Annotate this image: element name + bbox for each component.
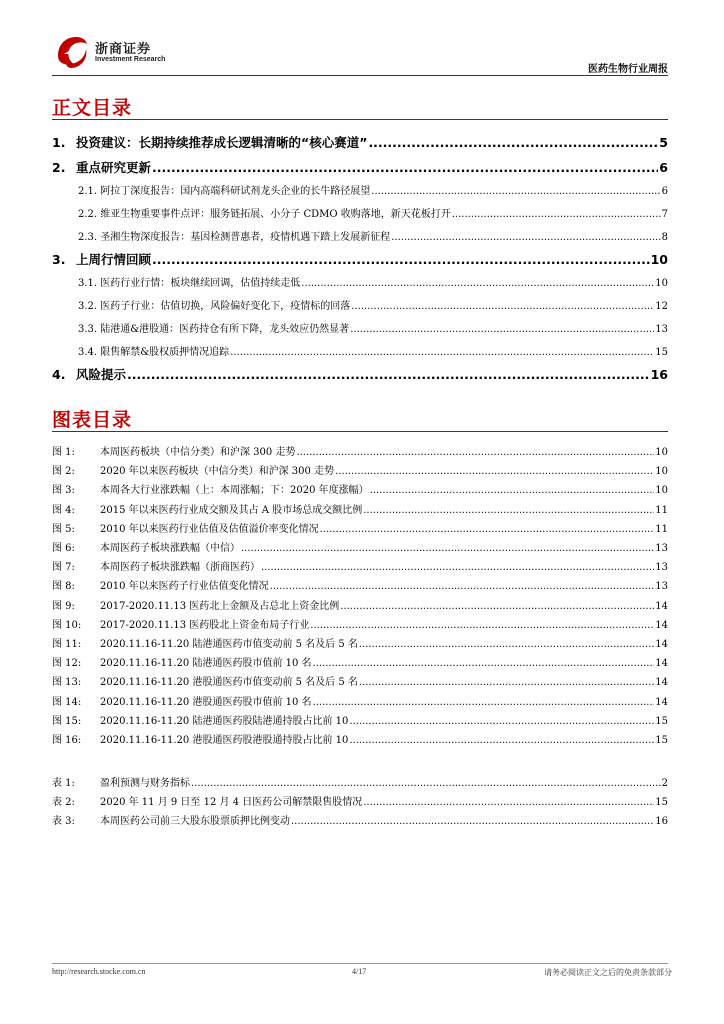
entry-page: 13	[655, 543, 668, 554]
entry-title: 本周医药子板块涨跌幅（中信）	[100, 543, 240, 554]
figure-entry[interactable]	[52, 501, 668, 516]
entry-page: 14	[655, 639, 668, 650]
leader-dots	[313, 697, 655, 708]
entry-page: 10	[655, 485, 668, 497]
leader-dots	[313, 658, 655, 669]
entry-page: 2	[661, 778, 668, 789]
toc-entry-title: 限售解禁&股权质押情况追踪	[100, 347, 230, 358]
entry-title: 2020.11.16-11.20 陆港通医药股陆港通持股占比前 10	[100, 715, 349, 727]
toc-entry-page: 8	[661, 232, 668, 243]
entry-label: 表 2:	[52, 797, 75, 809]
leader-dots	[349, 735, 654, 746]
leader-dots	[152, 252, 650, 267]
toc-subentry[interactable]	[78, 343, 668, 358]
entry-title: 2020.11.16-11.20 港股通医药股市值前 10 名	[100, 696, 312, 708]
toc-entry-title: 投资建议：长期持续推荐成长逻辑清晰的“核心赛道”	[76, 135, 368, 150]
toc-subentry[interactable]	[78, 297, 668, 312]
entry-label: 图 1:	[52, 447, 75, 458]
toc-entry-number: 2.1.	[78, 186, 98, 197]
report-type: 医药生物行业周报	[588, 64, 668, 75]
entry-label: 图 10:	[52, 619, 82, 631]
table-entry[interactable]	[52, 793, 668, 808]
toc-entry-title: 重点研究更新	[76, 160, 152, 175]
footer-page-number: 4/17	[352, 967, 367, 976]
toc-entry-number: 1.	[52, 135, 66, 150]
toc-entry-page: 13	[655, 324, 668, 335]
header-divider	[52, 75, 668, 76]
figure-entry[interactable]	[52, 443, 668, 458]
toc-entry-page: 6	[661, 186, 668, 197]
toc-entry-title: 阿拉丁深度报告：国内高端科研试剂龙头企业的长牛路径展望	[100, 186, 371, 197]
entry-page: 14	[655, 619, 668, 631]
entry-label: 图 7:	[52, 562, 75, 574]
entry-title: 2020.11.16-11.20 陆港通医药股市值前 10 名	[100, 658, 312, 670]
entry-title: 本周医药子板块涨跌幅（浙商医药）	[100, 562, 260, 574]
entry-title: 2020.11.16-11.20 港股通医药股港股通持股占比前 10	[100, 735, 349, 746]
entry-title: 2020 年 11 月 9 日至 12 月 4 日医药公司解禁限售股情况	[100, 797, 363, 809]
logo-emblem-icon	[52, 34, 90, 70]
company-logo	[52, 34, 166, 74]
figure-entry[interactable]	[52, 654, 668, 669]
toc-entry-number: 3.3.	[78, 324, 98, 335]
toc-entry-page: 15	[655, 347, 668, 358]
entry-label: 表 1:	[52, 778, 75, 789]
entry-title: 2020.11.16-11.20 陆港通医药市值变动前 5 名及后 5 名	[100, 639, 358, 650]
leader-dots	[350, 324, 654, 335]
entry-label: 图 13:	[52, 677, 82, 689]
leader-dots	[261, 562, 654, 573]
logo-text-en: Investment Research	[95, 56, 166, 63]
leader-dots	[301, 278, 654, 289]
figure-entry[interactable]	[52, 520, 668, 535]
leader-dots	[363, 505, 654, 516]
figure-entry[interactable]	[52, 462, 668, 477]
entry-title: 盈利预测与财务指标	[100, 778, 190, 789]
toc-entry[interactable]	[52, 133, 668, 151]
leader-dots	[127, 367, 650, 382]
entry-label: 图 16:	[52, 735, 82, 746]
toc-entry-number: 3.2.	[78, 301, 98, 312]
leader-dots	[359, 639, 654, 650]
toc-entry-title: 圣湘生物深度报告：基因检测普惠者，疫情机遇下踏上发展新征程	[100, 232, 391, 243]
leader-dots	[351, 301, 654, 312]
toc-subentry[interactable]	[78, 182, 668, 197]
entry-page: 15	[655, 797, 668, 809]
entry-label: 图 11:	[52, 639, 82, 650]
figures-heading-divider	[52, 431, 668, 432]
entry-label: 图 15:	[52, 715, 82, 727]
leader-dots	[359, 677, 654, 688]
leader-dots	[310, 620, 654, 631]
figures-heading: 图表目录	[52, 409, 133, 431]
figure-entry[interactable]	[52, 731, 668, 746]
entry-label: 图 4:	[52, 504, 75, 516]
entry-label: 图 12:	[52, 658, 82, 670]
entry-title: 2017-2020.11.13 医药股北上资金布局子行业	[100, 619, 310, 631]
figure-entry[interactable]	[52, 635, 668, 650]
leader-dots	[368, 135, 658, 150]
entry-page: 14	[655, 658, 668, 670]
figure-entry[interactable]	[52, 558, 668, 573]
toc-entry[interactable]	[52, 250, 668, 268]
toc-subentry[interactable]	[78, 320, 668, 335]
footer-divider	[52, 963, 668, 964]
entry-title: 2017-2020.11.13 医药北上金额及占总北上资金比例	[100, 600, 340, 612]
entry-page: 10	[655, 447, 668, 458]
leader-dots	[370, 485, 655, 496]
leader-dots	[452, 209, 661, 220]
entry-title: 2020.11.16-11.20 港股通医药市值变动前 5 名及后 5 名	[100, 677, 358, 689]
entry-page: 16	[655, 816, 668, 828]
figure-entry[interactable]	[52, 597, 668, 612]
toc-heading-divider	[52, 119, 668, 120]
entry-title: 2010 年以来医药子行业估值变化情况	[100, 581, 269, 593]
entry-title: 2020 年以来医药板块（中信分类）和沪深 300 走势	[100, 466, 335, 478]
toc-entry-number: 4.	[52, 367, 66, 382]
toc-entry-number: 2.2.	[78, 209, 98, 220]
toc-subentry[interactable]	[78, 205, 668, 220]
leader-dots	[191, 778, 661, 789]
toc-entry-title: 医药子行业：估值切换，风险偏好变化下，疫情标的回落	[100, 301, 351, 312]
entry-label: 图 6:	[52, 543, 75, 554]
toc-entry-page: 12	[655, 301, 668, 312]
toc-entry-number: 3.1.	[78, 278, 98, 289]
toc-entry-page: 6	[659, 160, 668, 175]
entry-page: 14	[655, 600, 668, 612]
entry-label: 图 9:	[52, 600, 75, 612]
table-entry[interactable]	[52, 774, 668, 789]
entry-page: 13	[655, 581, 668, 593]
table-entry[interactable]	[52, 812, 668, 827]
leader-dots	[291, 816, 654, 827]
entry-title: 本周各大行业涨跌幅（上：本周涨幅；下：2020 年度涨幅）	[100, 485, 369, 497]
toc-entry-page: 5	[659, 135, 668, 150]
entry-title: 2015 年以来医药行业成交额及其占 A 股市场总成交额比例	[100, 504, 363, 516]
entry-page: 10	[655, 466, 668, 478]
toc-entry[interactable]	[52, 158, 668, 176]
entry-label: 图 3:	[52, 485, 75, 497]
toc-entry-title: 风险提示	[76, 367, 127, 382]
figure-entry[interactable]	[52, 481, 668, 496]
footer-disclaimer: 请务必阅读正文之后的免责条款部分	[544, 968, 672, 977]
toc-entry-title: 医药行业行情：板块继续回调，估值持续走低	[100, 278, 301, 289]
toc-heading: 正文目录	[52, 97, 133, 119]
entry-page: 14	[655, 696, 668, 708]
entry-title: 本周医药板块（中信分类）和沪深 300 走势	[100, 447, 296, 458]
figure-entry[interactable]	[52, 577, 668, 592]
entry-label: 图 8:	[52, 581, 75, 593]
figure-entry[interactable]	[52, 712, 668, 727]
entry-label: 图 2:	[52, 466, 75, 478]
leader-dots	[152, 160, 658, 175]
entry-label: 图 14:	[52, 696, 82, 708]
toc-entry[interactable]	[52, 365, 668, 383]
leader-dots	[349, 716, 654, 727]
toc-entry-number: 3.	[52, 252, 66, 267]
toc-entry-title: 上周行情回顾	[76, 252, 152, 267]
entry-page: 15	[655, 715, 668, 727]
toc-entry-title: 维亚生物重要事件点评：服务链拓展、小分子 CDMO 收购落地，新天花板打开	[100, 209, 451, 220]
entry-title: 2010 年以来医药行业估值及估值溢价率变化情况	[100, 523, 319, 535]
leader-dots	[270, 581, 655, 592]
toc-subentry[interactable]	[78, 228, 668, 243]
toc-entry-page: 10	[655, 278, 668, 289]
entry-page: 11	[655, 504, 668, 516]
entry-title: 本周医药公司前三大股东股票质押比例变动	[100, 816, 290, 828]
leader-dots	[371, 186, 660, 197]
toc-entry-page: 7	[661, 209, 668, 220]
entry-label: 表 3:	[52, 816, 75, 828]
figure-entry[interactable]	[52, 693, 668, 708]
toc-entry-number: 3.4.	[78, 347, 98, 358]
entry-label: 图 5:	[52, 523, 75, 535]
leader-dots	[340, 601, 654, 612]
footer-url[interactable]: http://research.stocke.com.cn	[52, 967, 146, 976]
logo-text-cn: 浙商证券	[95, 42, 152, 57]
leader-dots	[296, 447, 654, 458]
page-header	[52, 30, 668, 80]
figure-entry[interactable]	[52, 539, 668, 554]
toc-entry-title: 陆港通&港股通：医药持仓有所下降，龙头效应仍然显著	[100, 324, 350, 335]
figure-entry[interactable]	[52, 673, 668, 688]
toc-entry-number: 2.3.	[78, 232, 98, 243]
leader-dots	[230, 347, 654, 358]
figure-entry[interactable]	[52, 616, 668, 631]
leader-dots	[391, 232, 660, 243]
entry-page: 11	[655, 523, 668, 535]
leader-dots	[320, 524, 655, 535]
entry-page: 13	[655, 562, 668, 574]
toc-entry-page: 16	[650, 367, 668, 382]
leader-dots	[363, 797, 654, 808]
leader-dots	[335, 466, 654, 477]
toc-subentry[interactable]	[78, 274, 668, 289]
toc-entry-number: 2.	[52, 160, 66, 175]
toc-entry-page: 10	[650, 252, 668, 267]
entry-page: 14	[655, 677, 668, 689]
entry-page: 15	[655, 735, 668, 746]
leader-dots	[241, 543, 654, 554]
